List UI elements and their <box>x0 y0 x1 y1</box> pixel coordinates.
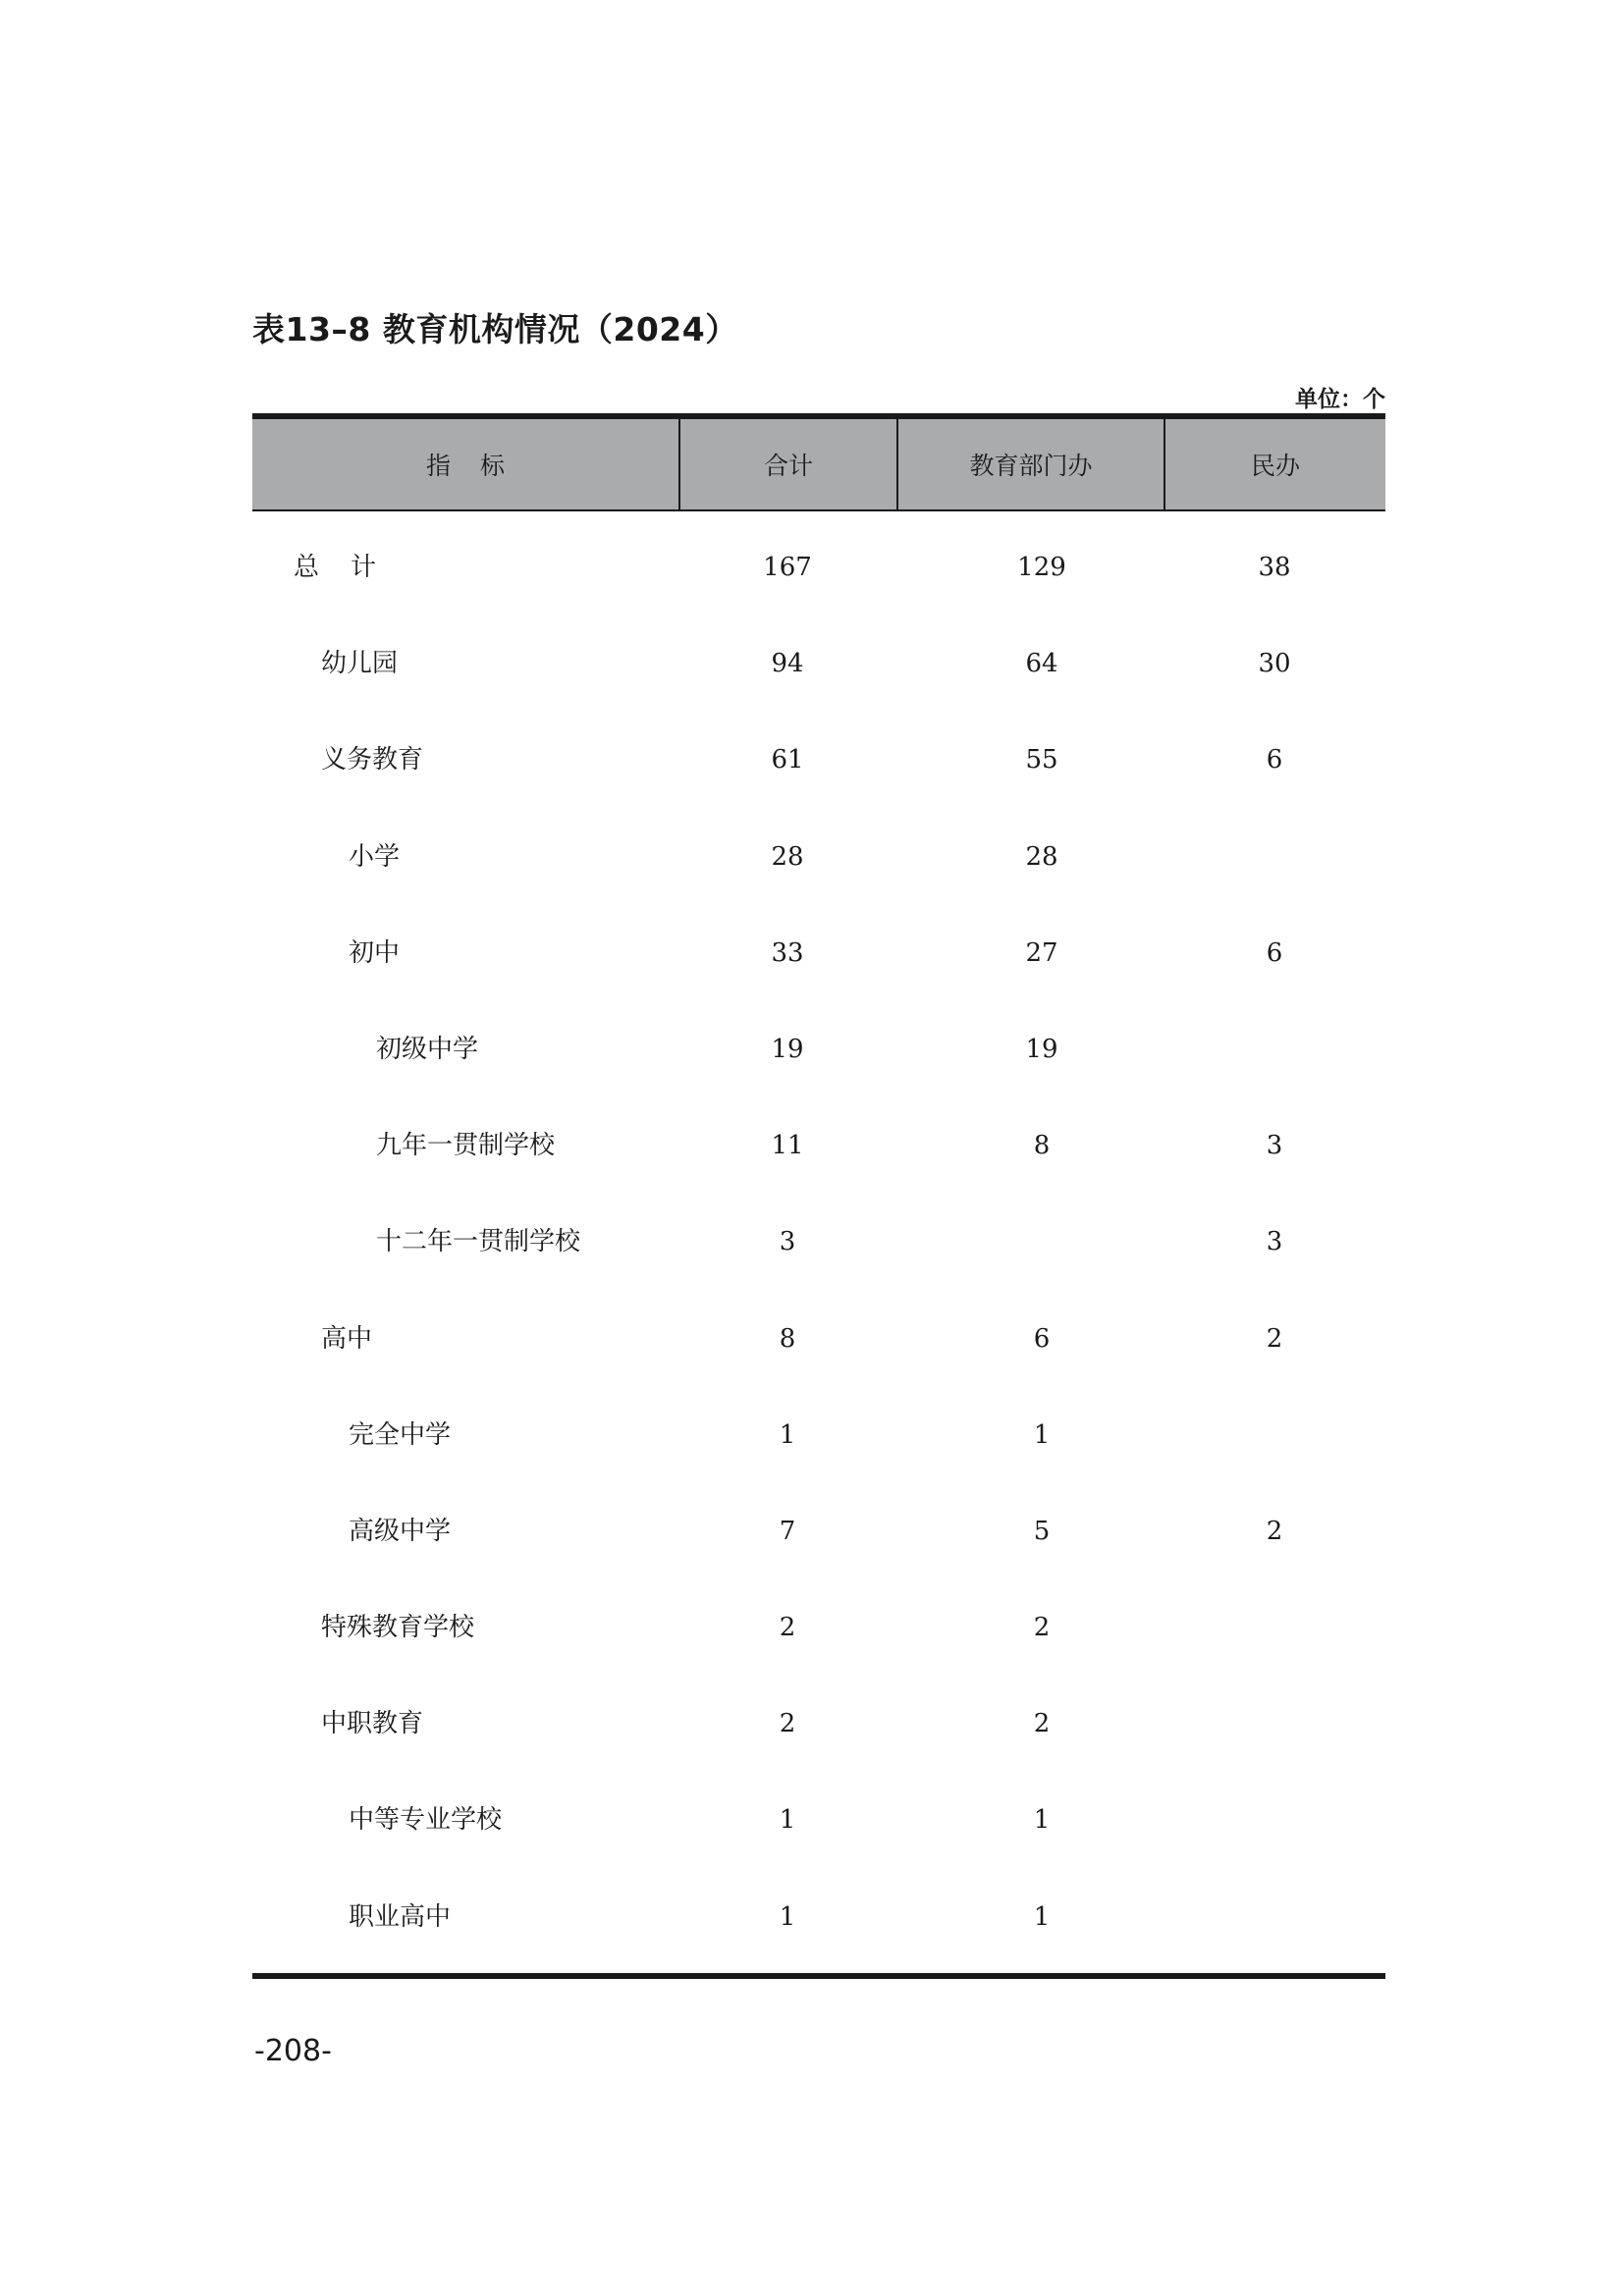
cell-education-dept: 55 <box>1025 745 1058 775</box>
cell-private <box>1164 1689 1385 1758</box>
table-row <box>252 629 1385 725</box>
header-education-dept: 教育部门办 <box>896 419 1164 509</box>
table-row <box>252 1305 1385 1401</box>
row-label: 小学 <box>349 841 401 872</box>
table-row <box>252 1497 1385 1593</box>
cell-private <box>1164 823 1385 891</box>
cell-education-dept: 129 <box>1017 553 1066 582</box>
cell-education-dept: 64 <box>1025 649 1058 679</box>
cell-private <box>1164 1786 1385 1854</box>
cell-private <box>1164 1015 1385 1084</box>
cell-private: 30 <box>1258 649 1291 679</box>
row-label: 特殊教育学校 <box>321 1613 475 1643</box>
header-total: 合计 <box>678 419 896 509</box>
table-row <box>252 1786 1385 1882</box>
cell-private <box>1164 1401 1385 1469</box>
row-label: 中等专业学校 <box>349 1805 503 1836</box>
cell-total: 19 <box>771 1034 804 1064</box>
table-row <box>252 1689 1385 1786</box>
page-number: -208- <box>254 2034 332 2068</box>
cell-total: 28 <box>771 841 804 872</box>
cell-total: 1 <box>779 1805 796 1836</box>
cell-education-dept: 19 <box>1025 1034 1058 1064</box>
table-body <box>252 533 1385 1979</box>
cell-private <box>1164 1883 1385 1951</box>
row-label: 义务教育 <box>321 745 424 775</box>
cell-total: 94 <box>771 649 804 679</box>
cell-private: 2 <box>1266 1323 1283 1354</box>
cell-education-dept: 6 <box>1033 1323 1051 1354</box>
row-label: 十二年一贯制学校 <box>376 1227 581 1257</box>
cell-total: 167 <box>763 553 812 582</box>
cell-total: 1 <box>779 1419 796 1450</box>
cell-education-dept: 5 <box>1033 1516 1051 1546</box>
cell-total: 7 <box>779 1516 796 1546</box>
header-indicator: 指标 <box>425 452 534 480</box>
row-label: 幼儿园 <box>321 649 399 679</box>
row-label: 职业高中 <box>349 1901 452 1932</box>
unit-label: 单位：个 <box>1295 387 1385 412</box>
table-row <box>252 1015 1385 1111</box>
row-label: 高级中学 <box>349 1516 452 1546</box>
cell-total: 1 <box>779 1901 796 1932</box>
cell-private: 6 <box>1266 745 1283 775</box>
cell-education-dept: 2 <box>1033 1709 1051 1739</box>
cell-total: 2 <box>779 1613 796 1643</box>
cell-education-dept: 1 <box>1033 1805 1051 1836</box>
row-label: 高中 <box>321 1323 373 1354</box>
row-label: 初级中学 <box>376 1034 479 1064</box>
cell-private <box>1164 1593 1385 1662</box>
cell-education-dept: 1 <box>1033 1901 1051 1932</box>
table-row <box>252 1883 1385 1979</box>
cell-education-dept <box>908 1207 1175 1276</box>
table-row <box>252 823 1385 919</box>
header-private: 民办 <box>1164 419 1385 509</box>
row-label: 总计 <box>294 553 408 582</box>
cell-education-dept: 2 <box>1033 1613 1051 1643</box>
cell-total: 8 <box>779 1323 796 1354</box>
table-row <box>252 1111 1385 1207</box>
cell-education-dept: 27 <box>1025 937 1058 968</box>
table-row <box>252 725 1385 822</box>
table-bottom-rule <box>252 1973 1385 1979</box>
table-header <box>252 419 1385 511</box>
row-label: 初中 <box>349 937 401 968</box>
cell-total: 61 <box>771 745 804 775</box>
cell-private: 38 <box>1258 553 1291 582</box>
row-label: 中职教育 <box>321 1709 424 1739</box>
table-row <box>252 1401 1385 1497</box>
table-row <box>252 533 1385 629</box>
cell-total: 2 <box>779 1709 796 1739</box>
cell-private: 3 <box>1266 1131 1283 1161</box>
table-row <box>252 1207 1385 1304</box>
cell-private: 6 <box>1266 937 1283 968</box>
row-label: 九年一贯制学校 <box>376 1131 556 1161</box>
cell-private: 2 <box>1266 1516 1283 1546</box>
cell-education-dept: 28 <box>1025 841 1058 872</box>
cell-total: 33 <box>771 937 804 968</box>
table-row <box>252 1593 1385 1689</box>
cell-education-dept: 1 <box>1033 1419 1051 1450</box>
table-row <box>252 919 1385 1015</box>
cell-total: 3 <box>779 1227 796 1257</box>
cell-total: 11 <box>771 1131 804 1161</box>
row-label: 完全中学 <box>349 1419 452 1450</box>
table-title: 表13–8 教育机构情况（2024） <box>252 310 738 348</box>
cell-education-dept: 8 <box>1033 1131 1051 1161</box>
cell-private: 3 <box>1266 1227 1283 1257</box>
